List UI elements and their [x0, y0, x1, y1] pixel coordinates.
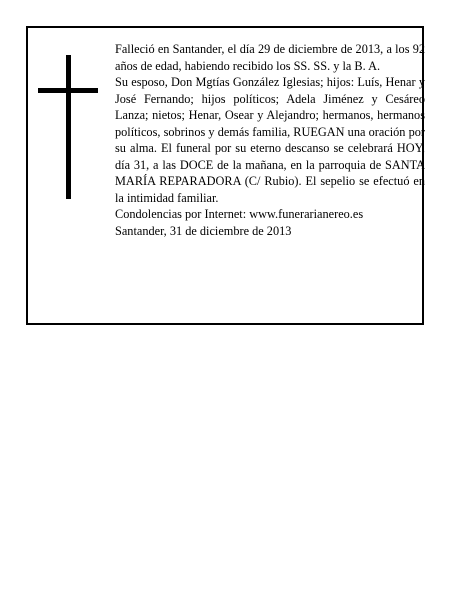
condolences-line: Condolencias por Internet: www.funerarianereo.es — [115, 207, 364, 221]
obituary-notice — [26, 26, 424, 325]
place-date-line: Santander, 31 de diciembre de 2013 — [115, 223, 292, 238]
cross-vertical-bar — [66, 55, 71, 199]
death-announcement: Falleció en Santander, el día 29 de diciembre de 2013, a los 92 años de edad, habiendo recibido los SS. SS. y la B. A. — [115, 42, 425, 73]
cross-horizontal-bar — [38, 88, 98, 93]
notice-text — [115, 41, 425, 239]
family-request: Su esposo, Don Mgtías González Iglesias; hijos: Luís, Henar y José Fernando; hijos políticos; Adela Jiménez y Cesáreo Lanza; nietos; Henar, Osear y Alejandro; hermanos, hermanos políticos, sobrinos y demás familia, RUEGAN una oración por su alma. El funeral por su eterno descanso se celebrará HOY, día 31, a las DOCE de la mañana, en la parroquia de SANTA MARÍA REPARADORA (C/ Rubio). El sepelio se efectuó en la intimidad familiar. — [115, 75, 425, 205]
latin-cross-icon — [38, 55, 98, 199]
